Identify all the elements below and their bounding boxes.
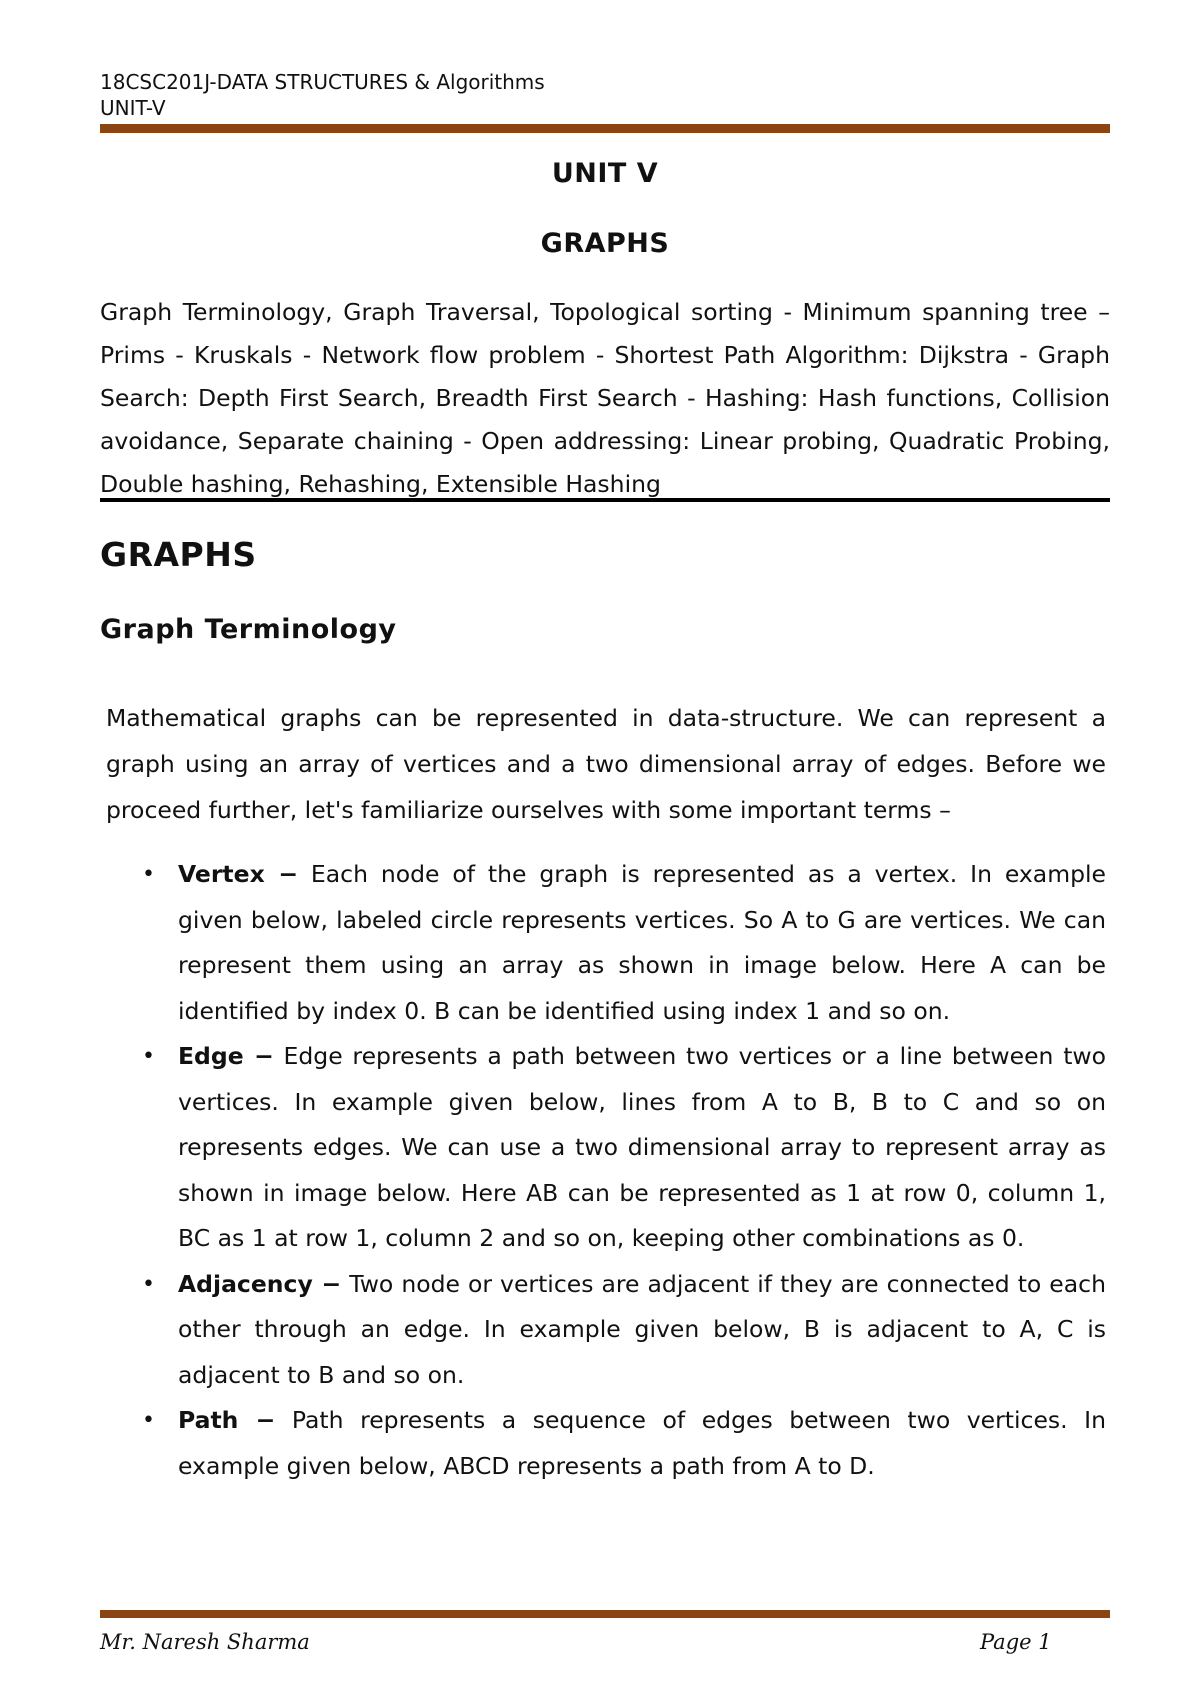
term-text: Each node of the graph is represented as a vertex. In example given below, labeled circle represents vertices. So A to G are vertices. We can represent them using an array as shown in image below. Here A can be identified by index 0. B can be identified using index 1 and so on. bbox=[178, 860, 1106, 1025]
unit-title: UNIT V bbox=[551, 158, 659, 189]
intro-paragraph: Mathematical graphs can be represented in data-structure. We can represent a graph using an array of vertices and a two dimensional array of edges. Before we proceed further, let's familiarize ourselves with some important terms – bbox=[106, 704, 1106, 824]
list-item bbox=[106, 1034, 1106, 1262]
footer-page-number: Page 1 bbox=[980, 1630, 1052, 1654]
list-item bbox=[106, 1398, 1106, 1489]
term-text: Path represents a sequence of edges between two vertices. In example given below, ABCD represents a path from A to D. bbox=[178, 1406, 1106, 1480]
term-text: Two node or vertices are adjacent if they are connected to each other through an edge. In example given below, B is adjacent to A, C is adjacent to B and so on. bbox=[178, 1269, 1106, 1389]
topic-title: GRAPHS bbox=[540, 228, 670, 259]
list-item bbox=[106, 1262, 1106, 1399]
term-label: Vertex − bbox=[178, 860, 299, 888]
section-heading: GRAPHS bbox=[100, 535, 257, 574]
bullet-icon: • bbox=[142, 1408, 155, 1433]
header-course: 18CSC201J-DATA STRUCTURES & Algorithms bbox=[100, 70, 545, 94]
term-label: Path − bbox=[178, 1406, 276, 1434]
footer-author: Mr. Naresh Sharma bbox=[100, 1630, 310, 1654]
header-rule bbox=[100, 124, 1110, 133]
bullet-icon: • bbox=[142, 1271, 155, 1297]
bullet-icon: • bbox=[142, 1044, 155, 1069]
bullet-icon: • bbox=[142, 862, 155, 887]
term-label: Edge − bbox=[178, 1042, 274, 1070]
section-subheading: Graph Terminology bbox=[100, 614, 397, 645]
syllabus-rule bbox=[100, 498, 1110, 502]
footer-rule bbox=[100, 1610, 1110, 1618]
syllabus-text: Graph Terminology, Graph Traversal, Topological sorting - Minimum spanning tree – Prims - Kruskals - Network flow problem - Shortest Path Algorithm: Dijkstra - Graph Search: Depth First Search, Breadth First Search - Hashing: Hash functions, Collision avoidance, Separate chaining - Open addressing: Linear probing, Quadratic Probing, Double hashing, Rehashing, Extensible Hashing bbox=[100, 298, 1110, 498]
list-item bbox=[106, 852, 1106, 1034]
terms-list bbox=[106, 852, 1106, 1489]
term-text: Edge represents a path between two vertices or a line between two vertices. In example given below, lines from A to B, B to C and so on represents edges. We can use a two dimensional array to represent array as shown in image below. Here AB can be represented as 1 at row 0, column 1, BC as 1 at row 1, column 2 and so on, keeping other combinations as 0. bbox=[178, 1042, 1107, 1252]
header-unit: UNIT-V bbox=[100, 96, 166, 120]
term-label: Adjacency − bbox=[178, 1269, 342, 1298]
